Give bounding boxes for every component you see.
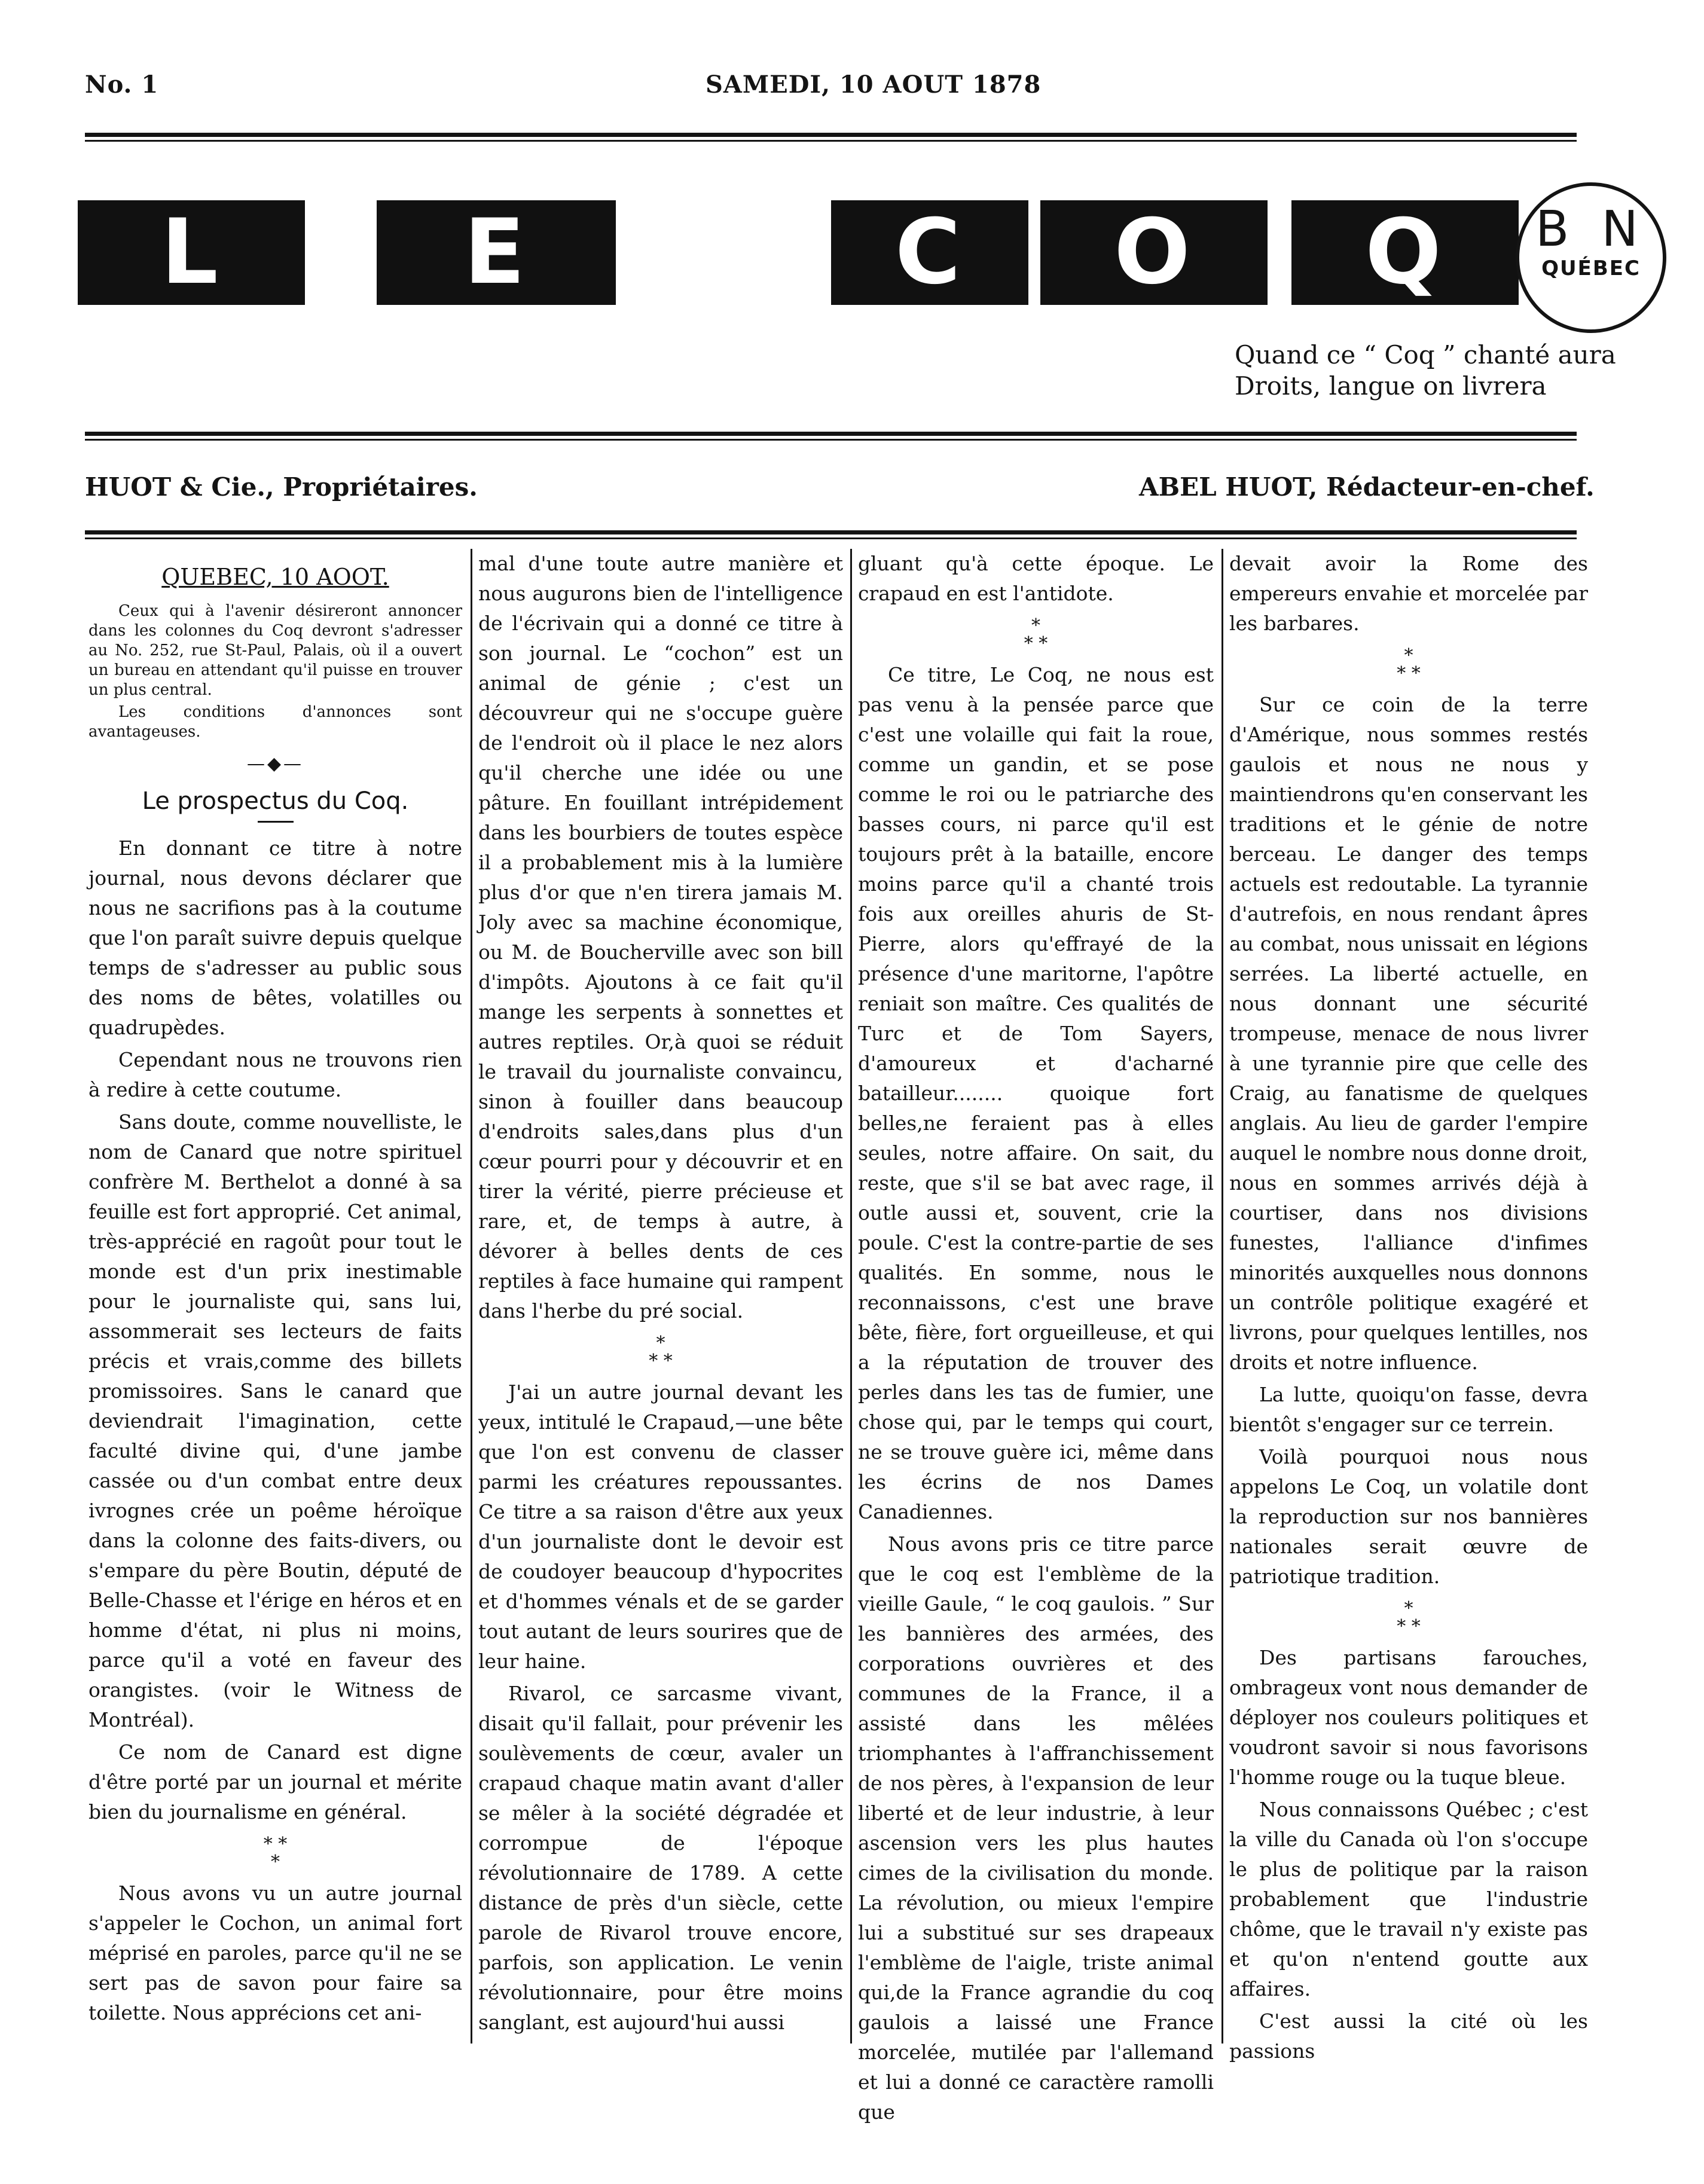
- paragraph: La lutte, quoiqu'on fasse, devra bientôt s'engager sur ce terrein.: [1229, 1383, 1588, 1436]
- motto-line2: Droits, langue on livrera: [1235, 371, 1547, 401]
- owners-rule-top-thin: [85, 439, 1577, 441]
- paragraph: Ce titre, Le Coq, ne nous est pas venu à la pensée parce que c'est une volaille qui fait la roue, comme un gandin, et se pose comme le roi ou le patriarche des basses cours, ni parce qu'il est toujours prêt à la bataille, encore moins parce qu'il a chanté trois fois aux oreilles ahuris de St-Pierre, alors qu'effrayé de la présence d'une maritorne, l'apôtre reniait son maître. Ces qualités de Turc et de Tom Sayers, d'amoureux et d'acharné batailleur........ quoique fort belles,ne feraient pas à elles seules, notre affaire. On sait, du reste, que s'il se bat avec rage, il outle aussi et, souvent, crie la poule. C'est la contre-partie de ses qualités. En somme, nous le reconnaissons, c'est une brave bête, fière, fort orgueilleuse, et qui a la réputation de trouver des perles dans les tas de fumier, une chose qui, par le temps qui court, ne se trouve guère ici, même dans les écrins de nos Dames Canadiennes.: [858, 663, 1214, 1523]
- paragraph: Rivarol, ce sarcasme vivant, disait qu'il fallait, pour prévenir les soulèvements de cœur, avaler un crapaud chaque matin avant d'aller se mêler à la société dégradée et corrompue de l'époque révolutionnaire de 1789. A cette distance de près d'un siècle, cette parole de Rivarol trouve encore, parfois, son application. Le venin révolutionnaire, pour être moins sanglant, est aujourd'hui aussi: [478, 1682, 843, 2034]
- masthead-letter: C: [831, 200, 1028, 305]
- paragraph: Sur ce coin de la terre d'Amérique, nous sommes restés gaulois et nous ne nous y maintiendrons qu'en conservant les traditions et le génie de notre berceau. Le danger des temps actuels est redoutable. La tyrannie d'autrefois, en nous rendant âpres au combat, nous unissait en légions serrées. La liberté actuelle, en nous donnant une sécurité trompeuse, menace de nous livrer à une tyrannie pire que celle des Craig, au fanatisme de quelques anglais. Au lieu de garder l'empire auquel le nombre nous donne droit, nous en sommes arrivés déjà à courtiser, dans nos divisions funestes, l'alliance d'infimes minorités auxquelles nous donnons un contrôle politique exagéré et livrons, pour quelques lentilles, nos droits et notre influence.: [1229, 693, 1588, 1374]
- issue-date: SAMEDI, 10 AOUT 1878: [706, 71, 1042, 99]
- owners-rule-top: [85, 432, 1577, 436]
- proprietors: HUOT & Cie., Propriétaires.: [85, 472, 478, 502]
- paragraph: Des partisans farouches, ombrageux vont nous demander de déployer nos couleurs politiques et voudront savoir si nous favorisons l'homme rouge ou la tuque bleue.: [1229, 1646, 1588, 1789]
- heading-rule: [258, 821, 294, 823]
- column-divider: [471, 549, 472, 2044]
- paragraph: Nous connaissons Québec ; c'est la ville du Canada où l'on s'occupe le plus de politique par la raison probablement que l'industrie chôme, que le travail n'y existe pas et qu'on n'entend goutte aux affaires.: [1229, 1798, 1588, 2000]
- column-3: [858, 549, 1214, 2124]
- editor-in-chief: ABEL HUOT, Rédacteur-en-chef.: [1139, 472, 1595, 502]
- paragraph: En donnant ce titre à notre journal, nous devons déclarer que nous ne sacrifions pas à la coutume que l'on paraît suivre depuis quelque temps de s'adresser au public sous des noms de bêtes, volatilles ou quadrupèdes.: [88, 836, 462, 1039]
- masthead-letter: O: [1040, 200, 1268, 305]
- column-divider: [1221, 549, 1223, 2044]
- masthead: [0, 200, 1704, 305]
- asterism: * * *: [263, 1834, 288, 1873]
- column-divider: [850, 549, 852, 2044]
- masthead-letter: L: [78, 200, 305, 305]
- asterism: * * *: [1397, 1598, 1421, 1637]
- paragraph: Voilà pourquoi nous nous appelons Le Coq, un volatile dont la reproduction sur nos bannières nationales serait œuvre de patriotique tradition.: [1229, 1445, 1588, 1588]
- paragraph: mal d'une toute autre manière et nous augurons bien de l'intelligence de l'écrivain qui a donné ce titre à son journal. Le “cochon” est un animal de génie ; c'est un découvreur qui ne s'occupe guère de l'endroit où il place le nez alors qu'il cherche une idée ou une pâture. En fouillant intrépidement dans les bourbiers de toutes espèce il a probablement mis à la lumière plus d'or que n'en tirera jamais M. Joly avec sa machine économique, ou M. de Boucherville avec son bill d'impôts. Ajoutons à ce fait qu'il mange les serpents à sonnettes et autres reptiles. Or,à quoi se réduit le travail du journaliste convaincu, sinon à fouiller dans beaucoup d'endroits sales,dans plus d'un cœur pourri pour y découvrir et en tirer la vérité, pierre précieuse et rare, et, de temps à autre, à dévorer à belles dents de ces reptiles à face humaine qui rampent dans l'herbe du pré social.: [478, 552, 843, 1322]
- stamp-line2: QUÉBEC: [1541, 256, 1641, 280]
- advertising-conditions: Les conditions d'annonces sont avantageuses.: [88, 703, 462, 741]
- paragraph: C'est aussi la cité où les passions: [1229, 2009, 1588, 2063]
- motto-line1: Quand ce “ Coq ” chanté aura: [1235, 340, 1616, 369]
- column-2: [478, 549, 843, 2055]
- paragraph: Nous avons pris ce titre parce que le coq est l'emblème de la vieille Gaule, “ le coq gaulois. ” Sur les bannières des armées, des corporations ouvrières et des communes de la France, il a assisté dans les mêlées triomphantes à l'affranchissement de nos pères, à l'expansion de leur liberté et de leur industrie, à leur ascension vers les plus hautes cimes de la civilisation du monde. La révolution, ou mieux l'empire lui a substitué sur ses drapeaux l'emblème de l'aigle, triste animal qui,de la France agrandie du coq gaulois a laissé une France morcelée, mutilée par l'allemand et lui a donné ce caractère ramolli que: [858, 1532, 1214, 2124]
- ornament-divider: —◆—: [246, 753, 304, 774]
- columns-rule-top: [85, 530, 1577, 534]
- paragraph: Ce nom de Canard est digne d'être porté par un journal et mérite bien du journalisme en général.: [88, 1740, 462, 1823]
- motto: [1235, 340, 1616, 402]
- columns-rule-top-thin: [85, 537, 1577, 539]
- paragraph: gluant qu'à cette époque. Le crapaud en est l'antidote.: [858, 552, 1214, 605]
- paragraph: J'ai un autre journal devant les yeux, intitulé le Crapaud,—une bête que l'on est convenu de classer parmi les créatures repoussantes. Ce titre a sa raison d'être aux yeux d'un journaliste dont le devoir est de coudoyer beaucoup d'hypocrites et d'hommes vénals et de se garder tout autant de leurs sourires que de leur haine.: [478, 1380, 843, 1673]
- stamp-line1: B N: [1535, 201, 1647, 258]
- column-1: [88, 549, 462, 2055]
- issue-number: No. 1: [85, 71, 159, 99]
- article-heading: Le prospectus du Coq.: [142, 787, 409, 815]
- paragraph: Cependant nous ne trouvons rien à redire à cette coutume.: [88, 1048, 462, 1101]
- masthead-letter: E: [377, 200, 616, 305]
- top-rule-thin: [85, 140, 1577, 142]
- paragraph: devait avoir la Rome des empereurs envahie et morcelée par les barbares.: [1229, 552, 1588, 635]
- paragraph: Nous avons vu un autre journal s'appeler le Cochon, un animal fort méprisé en paroles, parce qu'il ne se sert pas de savon pour faire sa toilette. Nous apprécions cet ani-: [88, 1881, 462, 2024]
- top-rule: [85, 133, 1577, 137]
- masthead-letter: Q: [1291, 200, 1519, 305]
- dateline: QUEBEC, 10 AOOT.: [161, 564, 389, 590]
- advertising-notice: Ceux qui à l'avenir désireront annoncer dans les colonnes du Coq devront s'adresser au No. 252, rue St-Paul, Palais, où il a ouvert un bureau en attendant qu'il puisse en trouver un plus central.: [88, 602, 462, 699]
- asterism: * * *: [1397, 645, 1421, 684]
- paragraph: Sans doute, comme nouvelliste, le nom de Canard que notre spirituel confrère M. Berthelot a donné à sa feuille est fort approprié. Cet animal, très-apprécié en ragoût pour tout le monde est d'un prix inestimable pour le journaliste qui, sans lui, assommerait ses lecteurs de faits précis et vrais,comme des billets promissoires. Sans le canard que deviendrait l'imagination, cette faculté divine qui, d'une jambe cassée ou d'un combat entre deux ivrognes crée un poême héroïque dans la colonne des faits-divers, ou s'empare du père Boutin, député de Belle-Chasse et l'érige en héros et en homme d'état, ni plus ni moins, parce qu'il a voté en faveur des orangistes. (voir le Witness de Montréal).: [88, 1110, 462, 1731]
- column-4: [1229, 549, 1588, 2063]
- library-stamp: [1516, 182, 1666, 333]
- asterism: * * *: [649, 1333, 673, 1372]
- asterism: * * *: [1024, 615, 1048, 654]
